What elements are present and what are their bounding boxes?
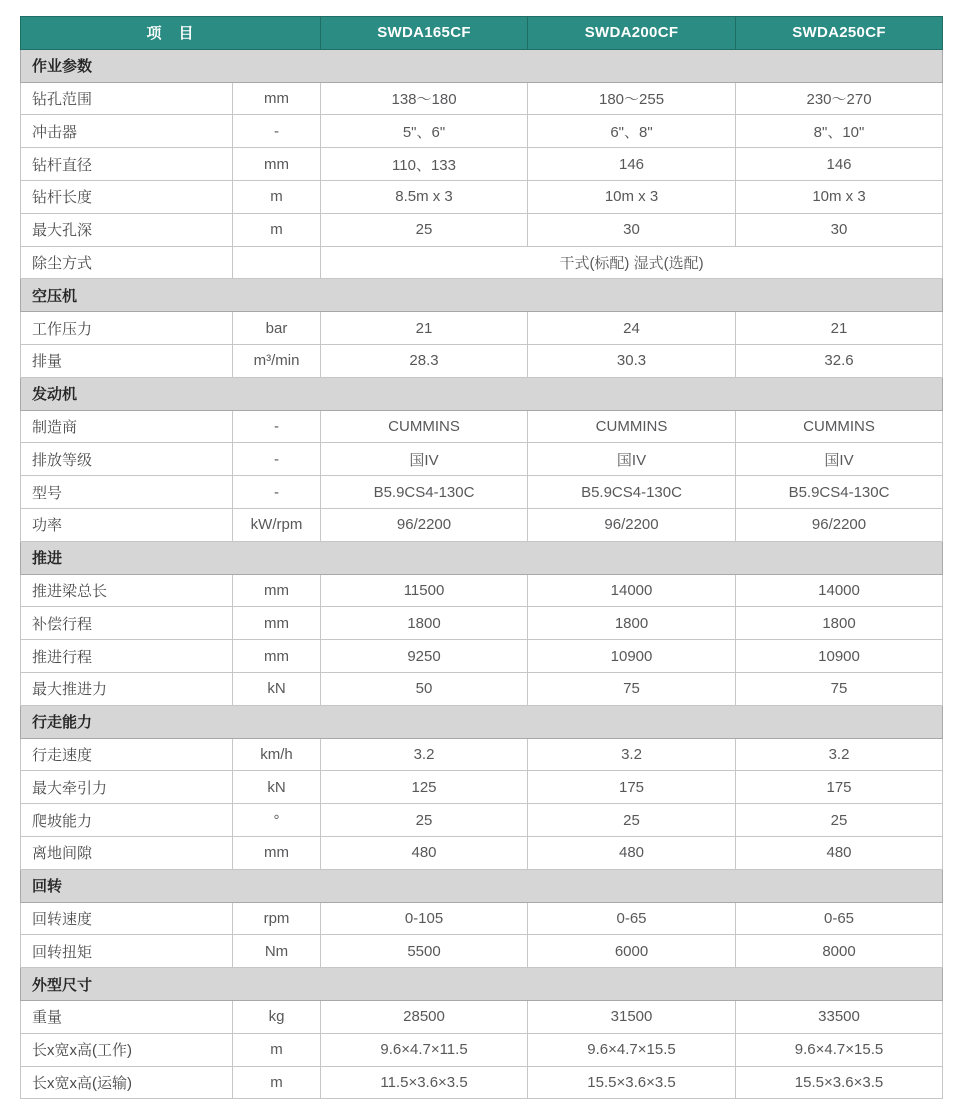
column-header-model-swda165cf: SWDA165CF [321, 17, 528, 50]
value-cell: 11500 [321, 574, 528, 607]
value-cell: 21 [321, 312, 528, 345]
unit-cell: kN [233, 672, 321, 705]
value-cell: 1800 [736, 607, 943, 640]
spec-row [21, 574, 943, 607]
value-cell: 10m x 3 [528, 180, 736, 213]
table-header-row [21, 17, 943, 50]
unit-cell: Nm [233, 935, 321, 968]
spec-row [21, 1066, 943, 1099]
value-cell: 3.2 [736, 738, 943, 771]
value-cell: 15.5×3.6×3.5 [528, 1066, 736, 1099]
param-name-cell: 制造商 [21, 410, 233, 443]
param-name-cell: 工作压力 [21, 312, 233, 345]
spec-row [21, 902, 943, 935]
value-cell: 125 [321, 771, 528, 804]
value-cell: 9.6×4.7×15.5 [736, 1033, 943, 1066]
value-cell: 230～270 [736, 82, 943, 115]
unit-cell: m [233, 1066, 321, 1099]
spec-row [21, 607, 943, 640]
unit-cell: m [233, 1033, 321, 1066]
column-header-item: 项 目 [21, 17, 321, 50]
value-cell: 75 [528, 672, 736, 705]
value-cell: 75 [736, 672, 943, 705]
value-cell: 175 [528, 771, 736, 804]
value-cell: 50 [321, 672, 528, 705]
spec-table-head [21, 17, 943, 50]
value-cell: 480 [321, 836, 528, 869]
unit-cell: m [233, 180, 321, 213]
value-cell: 32.6 [736, 344, 943, 377]
value-cell: 28.3 [321, 344, 528, 377]
value-cell: 3.2 [528, 738, 736, 771]
value-cell: 10m x 3 [736, 180, 943, 213]
param-name-cell: 最大牵引力 [21, 771, 233, 804]
value-cell: 国IV [321, 443, 528, 476]
spec-sheet [20, 16, 942, 1099]
spec-row [21, 508, 943, 541]
unit-cell: - [233, 443, 321, 476]
value-cell: 138～180 [321, 82, 528, 115]
value-cell: B5.9CS4-130C [736, 476, 943, 509]
column-header-model-swda200cf: SWDA200CF [528, 17, 736, 50]
value-cell: 0-65 [528, 902, 736, 935]
unit-cell: - [233, 410, 321, 443]
unit-cell: km/h [233, 738, 321, 771]
spec-table-body [21, 49, 943, 1099]
param-name-cell: 最大孔深 [21, 213, 233, 246]
value-cell: B5.9CS4-130C [528, 476, 736, 509]
unit-cell: mm [233, 836, 321, 869]
value-cell: 5500 [321, 935, 528, 968]
param-name-cell: 推进行程 [21, 640, 233, 673]
value-cell: 9.6×4.7×15.5 [528, 1033, 736, 1066]
spec-row [21, 213, 943, 246]
column-header-model-swda250cf: SWDA250CF [736, 17, 943, 50]
spec-row [21, 935, 943, 968]
value-cell: 11.5×3.6×3.5 [321, 1066, 528, 1099]
unit-cell: - [233, 476, 321, 509]
value-cell: 3.2 [321, 738, 528, 771]
value-cell: 30 [736, 213, 943, 246]
unit-cell: rpm [233, 902, 321, 935]
spec-row [21, 148, 943, 181]
unit-cell: kW/rpm [233, 508, 321, 541]
section-title: 回转 [21, 869, 943, 902]
value-cell: 28500 [321, 1000, 528, 1033]
section-header-row [21, 541, 943, 574]
spec-row [21, 1033, 943, 1066]
param-name-cell: 排量 [21, 344, 233, 377]
unit-cell: m [233, 213, 321, 246]
param-name-cell: 回转扭矩 [21, 935, 233, 968]
value-cell: 国IV [528, 443, 736, 476]
value-cell: 96/2200 [736, 508, 943, 541]
value-cell: 14000 [528, 574, 736, 607]
value-cell: 6"、8" [528, 115, 736, 148]
value-cell: 10900 [736, 640, 943, 673]
param-name-cell: 行走速度 [21, 738, 233, 771]
value-cell: 国IV [736, 443, 943, 476]
spec-row [21, 410, 943, 443]
spec-row [21, 476, 943, 509]
param-name-cell: 钻杆直径 [21, 148, 233, 181]
value-cell: 1800 [321, 607, 528, 640]
unit-cell: kg [233, 1000, 321, 1033]
spec-row [21, 771, 943, 804]
value-cell: 1800 [528, 607, 736, 640]
spec-row [21, 443, 943, 476]
section-header-row [21, 377, 943, 410]
param-name-cell: 离地间隙 [21, 836, 233, 869]
value-cell: 175 [736, 771, 943, 804]
spec-table [20, 16, 943, 1099]
value-cell: 5"、6" [321, 115, 528, 148]
value-cell: 0-65 [736, 902, 943, 935]
value-cell: B5.9CS4-130C [321, 476, 528, 509]
param-name-cell: 除尘方式 [21, 246, 233, 279]
value-cell: 25 [321, 804, 528, 837]
value-cell: 480 [736, 836, 943, 869]
spec-row [21, 246, 943, 279]
param-name-cell: 型号 [21, 476, 233, 509]
section-header-row [21, 279, 943, 312]
spec-row [21, 312, 943, 345]
param-name-cell: 推进梁总长 [21, 574, 233, 607]
section-title: 行走能力 [21, 705, 943, 738]
unit-cell: mm [233, 574, 321, 607]
unit-cell: mm [233, 82, 321, 115]
unit-cell: mm [233, 607, 321, 640]
unit-cell: bar [233, 312, 321, 345]
spec-row [21, 344, 943, 377]
value-cell: 96/2200 [321, 508, 528, 541]
value-cell: 干式(标配) 湿式(选配) [321, 246, 943, 279]
value-cell: 8.5m x 3 [321, 180, 528, 213]
unit-cell [233, 246, 321, 279]
value-cell: 10900 [528, 640, 736, 673]
value-cell: 180～255 [528, 82, 736, 115]
value-cell: 25 [321, 213, 528, 246]
param-name-cell: 补偿行程 [21, 607, 233, 640]
unit-cell: mm [233, 148, 321, 181]
value-cell: 24 [528, 312, 736, 345]
section-header-row [21, 869, 943, 902]
param-name-cell: 重量 [21, 1000, 233, 1033]
value-cell: 15.5×3.6×3.5 [736, 1066, 943, 1099]
value-cell: 6000 [528, 935, 736, 968]
param-name-cell: 爬坡能力 [21, 804, 233, 837]
section-title: 发动机 [21, 377, 943, 410]
value-cell: 30.3 [528, 344, 736, 377]
section-title: 空压机 [21, 279, 943, 312]
param-name-cell: 冲击器 [21, 115, 233, 148]
spec-row [21, 738, 943, 771]
spec-row [21, 672, 943, 705]
spec-row [21, 82, 943, 115]
param-name-cell: 排放等级 [21, 443, 233, 476]
section-header-row [21, 49, 943, 82]
value-cell: CUMMINS [321, 410, 528, 443]
param-name-cell: 钻孔范围 [21, 82, 233, 115]
unit-cell: - [233, 115, 321, 148]
unit-cell: ° [233, 804, 321, 837]
value-cell: 25 [528, 804, 736, 837]
value-cell: 31500 [528, 1000, 736, 1033]
param-name-cell: 长x宽x高(运输) [21, 1066, 233, 1099]
value-cell: 21 [736, 312, 943, 345]
section-title: 作业参数 [21, 49, 943, 82]
value-cell: CUMMINS [736, 410, 943, 443]
unit-cell: mm [233, 640, 321, 673]
spec-row [21, 836, 943, 869]
value-cell: 146 [528, 148, 736, 181]
value-cell: 96/2200 [528, 508, 736, 541]
param-name-cell: 功率 [21, 508, 233, 541]
value-cell: 25 [736, 804, 943, 837]
unit-cell: kN [233, 771, 321, 804]
value-cell: CUMMINS [528, 410, 736, 443]
value-cell: 30 [528, 213, 736, 246]
value-cell: 480 [528, 836, 736, 869]
param-name-cell: 长x宽x高(工作) [21, 1033, 233, 1066]
value-cell: 9.6×4.7×11.5 [321, 1033, 528, 1066]
spec-row [21, 180, 943, 213]
spec-row [21, 1000, 943, 1033]
value-cell: 14000 [736, 574, 943, 607]
spec-row [21, 804, 943, 837]
section-header-row [21, 705, 943, 738]
spec-row [21, 115, 943, 148]
section-title: 推进 [21, 541, 943, 574]
value-cell: 8"、10" [736, 115, 943, 148]
value-cell: 8000 [736, 935, 943, 968]
value-cell: 146 [736, 148, 943, 181]
value-cell: 33500 [736, 1000, 943, 1033]
value-cell: 0-105 [321, 902, 528, 935]
spec-row [21, 640, 943, 673]
param-name-cell: 最大推进力 [21, 672, 233, 705]
section-title: 外型尺寸 [21, 968, 943, 1001]
param-name-cell: 钻杆长度 [21, 180, 233, 213]
unit-cell: m³/min [233, 344, 321, 377]
value-cell: 110、133 [321, 148, 528, 181]
value-cell: 9250 [321, 640, 528, 673]
param-name-cell: 回转速度 [21, 902, 233, 935]
section-header-row [21, 968, 943, 1001]
